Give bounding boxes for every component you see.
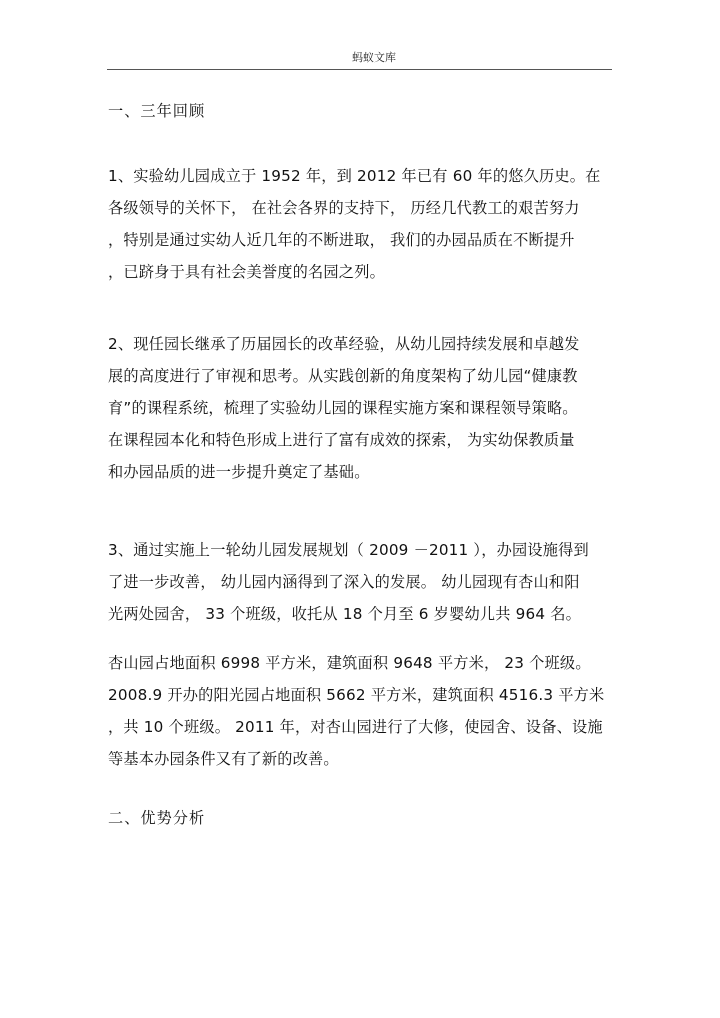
section-2-title: 二、优势分析 — [108, 809, 206, 827]
header-brand: 蚂蚁文库 — [352, 51, 396, 64]
paragraph-3 — [108, 534, 608, 630]
paragraph-line: 育”的课程系统，梳理了实验幼儿园的课程实施方案和课程领导策略。 — [108, 399, 578, 417]
paragraph-1 — [108, 160, 608, 288]
header-divider — [107, 69, 612, 70]
paragraph-line: 光两处园舍， 33 个班级，收托从 18 个月至 6 岁婴幼儿共 964 名。 — [108, 605, 582, 623]
paragraph-line: 了进一步改善， 幼儿园内涵得到了深入的发展。 幼儿园现有杏山和阳 — [108, 573, 580, 591]
paragraph-line: 在课程园本化和特色形成上进行了富有成效的探索， 为实幼保教质量 — [108, 431, 575, 449]
paragraph-line: 各级领导的关怀下， 在社会各界的支持下， 历经几代教工的艰苦努力 — [108, 199, 580, 217]
paragraph-line: 展的高度进行了审视和思考。从实践创新的角度架构了幼儿园“健康教 — [108, 367, 578, 385]
paragraph-line: ，已跻身于具有社会美誉度的名园之列。 — [108, 263, 385, 281]
paragraph-line: 1、实验幼儿园成立于 1952 年，到 2012 年已有 60 年的悠久历史。在 — [108, 167, 601, 185]
paragraph-line: 等基本办园条件又有了新的改善。 — [108, 750, 339, 768]
paragraph-line: 和办园品质的进一步提升奠定了基础。 — [108, 463, 370, 481]
paragraph-4 — [108, 647, 608, 775]
paragraph-line: ，共 10 个班级。 2011 年，对杏山园进行了大修，使园舍、设备、设施 — [108, 718, 603, 736]
paragraph-2 — [108, 328, 608, 488]
paragraph-line: ，特别是通过实幼人近几年的不断进取， 我们的办园品质在不断提升 — [108, 231, 575, 249]
paragraph-line: 杏山园占地面积 6998 平方米，建筑面积 9648 平方米， 23 个班级。 — [108, 654, 591, 672]
section-1-title: 一、三年回顾 — [108, 102, 206, 120]
paragraph-line: 2、现任园长继承了历届园长的改革经验，从幼儿园持续发展和卓越发 — [108, 335, 580, 353]
paragraph-line: 2008.9 开办的阳光园占地面积 5662 平方米，建筑面积 4516.3 平方米 — [108, 686, 605, 704]
paragraph-line: 3、通过实施上一轮幼儿园发展规划（ 2009 －2011 ），办园设施得到 — [108, 541, 589, 559]
